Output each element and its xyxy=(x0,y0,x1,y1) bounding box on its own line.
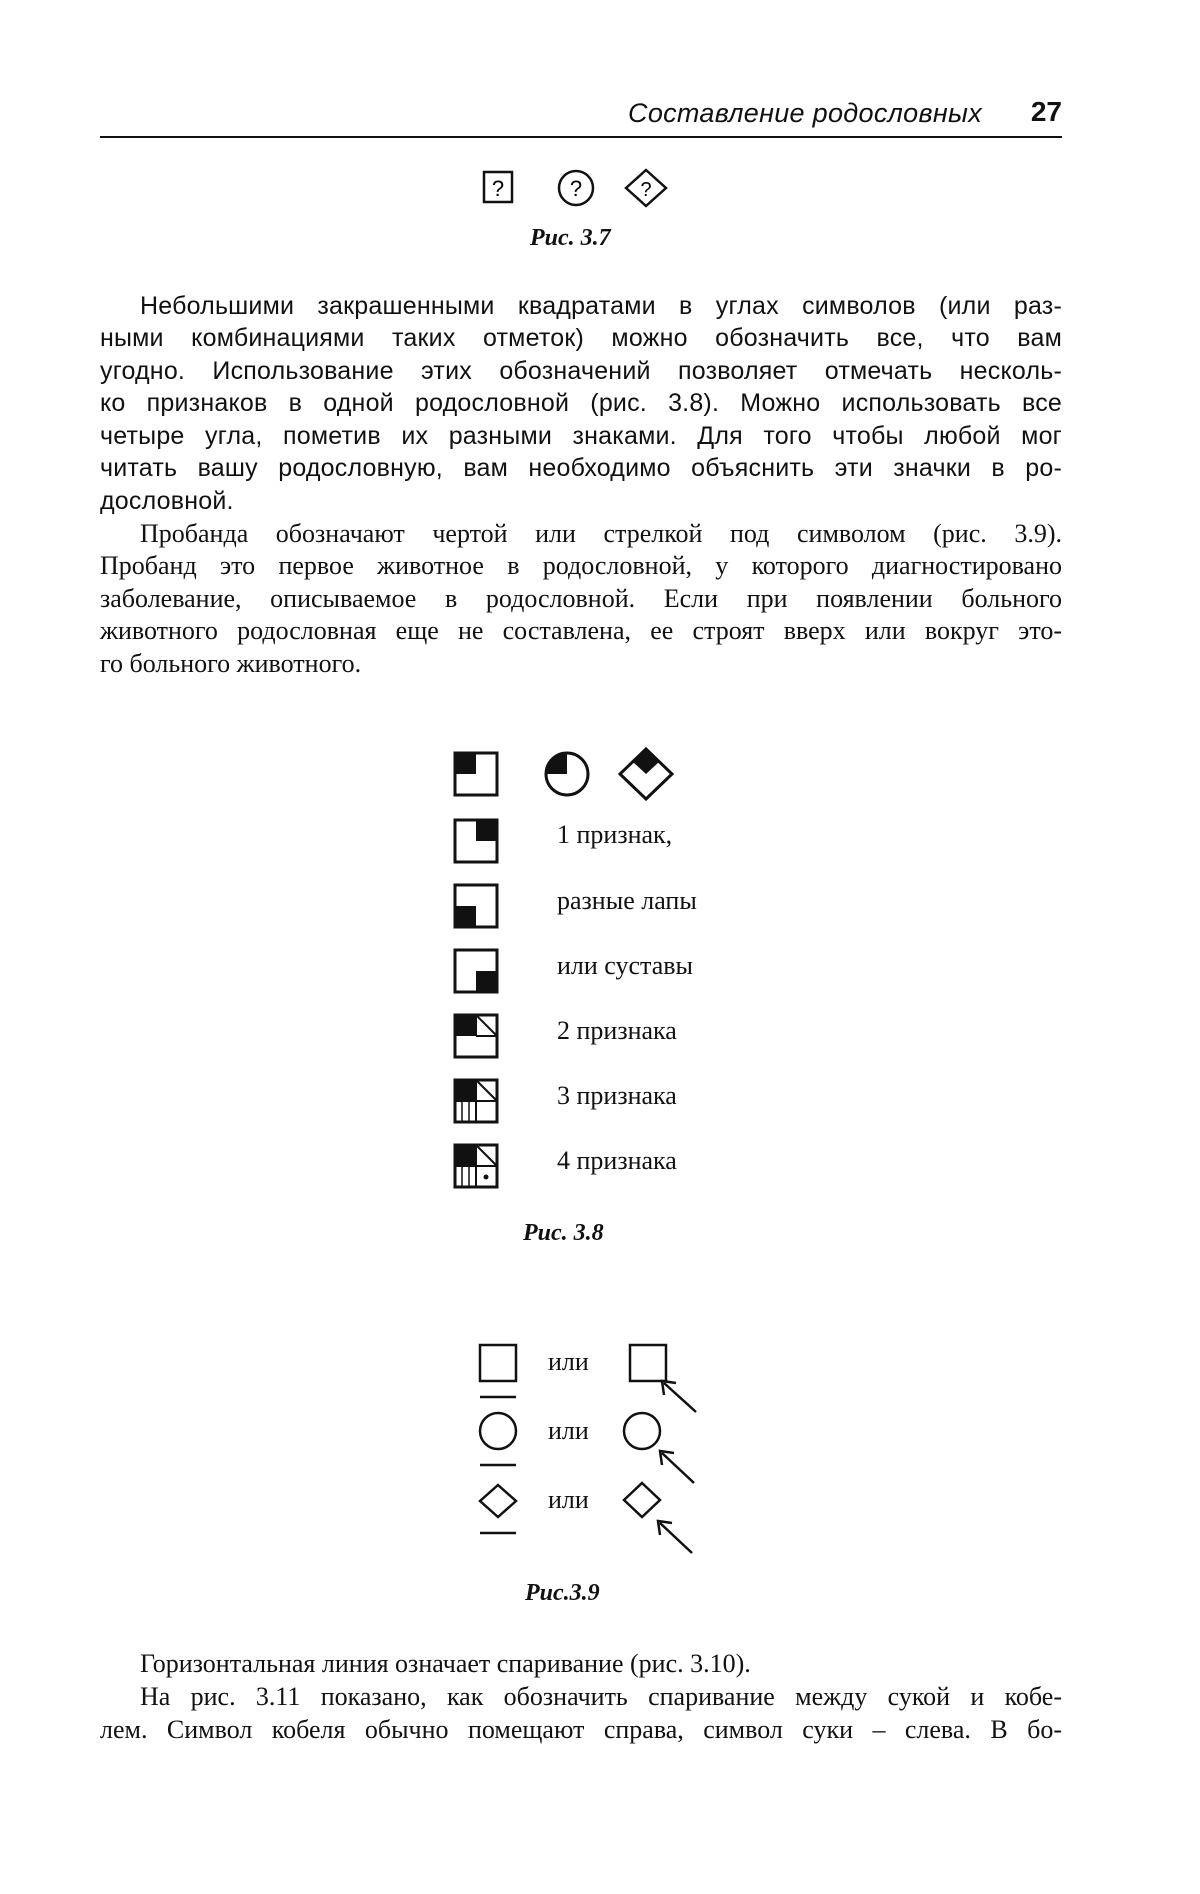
square-unknown-symbol xyxy=(484,172,512,202)
circle-unknown-symbol xyxy=(559,171,593,205)
text-line: заболевание, описываемое в родословной. Если при появлении больного xyxy=(100,583,1062,613)
svg-text:?: ? xyxy=(640,179,652,201)
figure-3-9-caption: Рис.3.9 xyxy=(525,1580,600,1606)
or-label-square: или xyxy=(548,1347,589,1376)
legend-label-two-traits: 2 признака xyxy=(557,1016,677,1045)
proband-square-arrow xyxy=(630,1345,696,1412)
figure-3-8-caption: Рис. 3.8 xyxy=(523,1220,604,1246)
legend-label-four-traits: 4 признака xyxy=(557,1146,677,1175)
diamond-unknown-symbol xyxy=(626,170,666,206)
text-line: лем. Символ кобеля обычно помещают справа, символ суки – слева. В бо- xyxy=(100,1715,1062,1744)
text-line: На рис. 3.11 показано, как обозначить спаривание между сукой и кобе- xyxy=(140,1682,1062,1711)
page-number: 27 xyxy=(1030,96,1062,127)
square-bottom-right-marked xyxy=(455,950,497,992)
paragraph-proband-body xyxy=(100,550,1062,680)
or-label-circle: или xyxy=(548,1416,589,1445)
square-three-traits xyxy=(455,1080,497,1122)
text-line: животного родословная еще не составлена, ее строят вверх или вокруг это- xyxy=(100,616,1062,645)
paragraph-proband xyxy=(140,518,1062,551)
text-line: четыре угла, пометив их разными знаками. Для того чтобы любой мог xyxy=(100,421,1062,450)
or-label-diamond: или xyxy=(548,1485,589,1514)
text-line: Небольшими закрашенными квадратами в углах символов (или раз- xyxy=(140,292,1062,320)
square-corner-marked-symbol xyxy=(455,753,497,795)
square-top-right-marked xyxy=(455,820,497,862)
svg-text:?: ? xyxy=(491,176,505,201)
proband-circle-arrow xyxy=(624,1413,694,1483)
paragraph-corner-marks xyxy=(140,290,1062,323)
text-line: го больного животного. xyxy=(100,648,362,678)
legend-label-different-paws: разные лапы xyxy=(557,886,697,915)
square-bottom-left-marked xyxy=(455,885,497,927)
text-line: Пробанда обозначают чертой или стрелкой под символом (рис. 3.9). xyxy=(140,519,1062,548)
proband-square-underline xyxy=(480,1345,516,1397)
page-header xyxy=(100,96,1062,138)
text-line: ными комбинациями таких отметок) можно обозначить все, что вам xyxy=(100,324,1062,352)
svg-text:?: ? xyxy=(569,176,583,201)
square-two-traits xyxy=(455,1015,497,1057)
figure-3-7 xyxy=(480,168,700,218)
text-line: угодно. Использование этих обозначений позволяет отмечать несколь- xyxy=(100,356,1062,385)
text-line: Пробанд это первое животное в родословной, у которого диагностировано xyxy=(100,551,1062,580)
circle-quadrant-marked-symbol xyxy=(546,753,588,795)
text-line: читать вашу родословную, вам необходимо объяснить эти значки в ро- xyxy=(100,454,1062,482)
legend-label-or-joints: или суставы xyxy=(557,951,694,980)
figure-3-9 xyxy=(470,1335,730,1565)
proband-diamond-arrow xyxy=(624,1483,692,1553)
legend-label-three-traits: 3 признака xyxy=(557,1081,677,1110)
paragraph-mating-sides-body xyxy=(100,1714,1062,1747)
legend-label-one-trait: 1 признак, xyxy=(557,820,673,849)
text-line: ко признаков в одной родословной (рис. 3.8). Можно использовать все xyxy=(100,389,1062,417)
running-title: Составление родословных xyxy=(628,98,982,128)
paragraph-mating-sides xyxy=(140,1681,1062,1714)
square-four-traits xyxy=(455,1145,497,1187)
paragraph-mating-line: Горизонтальная линия означает спаривание (рис. 3.10). xyxy=(140,1649,751,1678)
proband-diamond-underline xyxy=(480,1485,516,1533)
diamond-top-marked-symbol xyxy=(620,749,672,799)
proband-circle-underline xyxy=(480,1413,516,1465)
figure-3-7-caption: Рис. 3.7 xyxy=(530,225,611,251)
text-line: дословной. xyxy=(100,486,234,515)
paragraph-corner-marks-body xyxy=(100,322,1062,517)
